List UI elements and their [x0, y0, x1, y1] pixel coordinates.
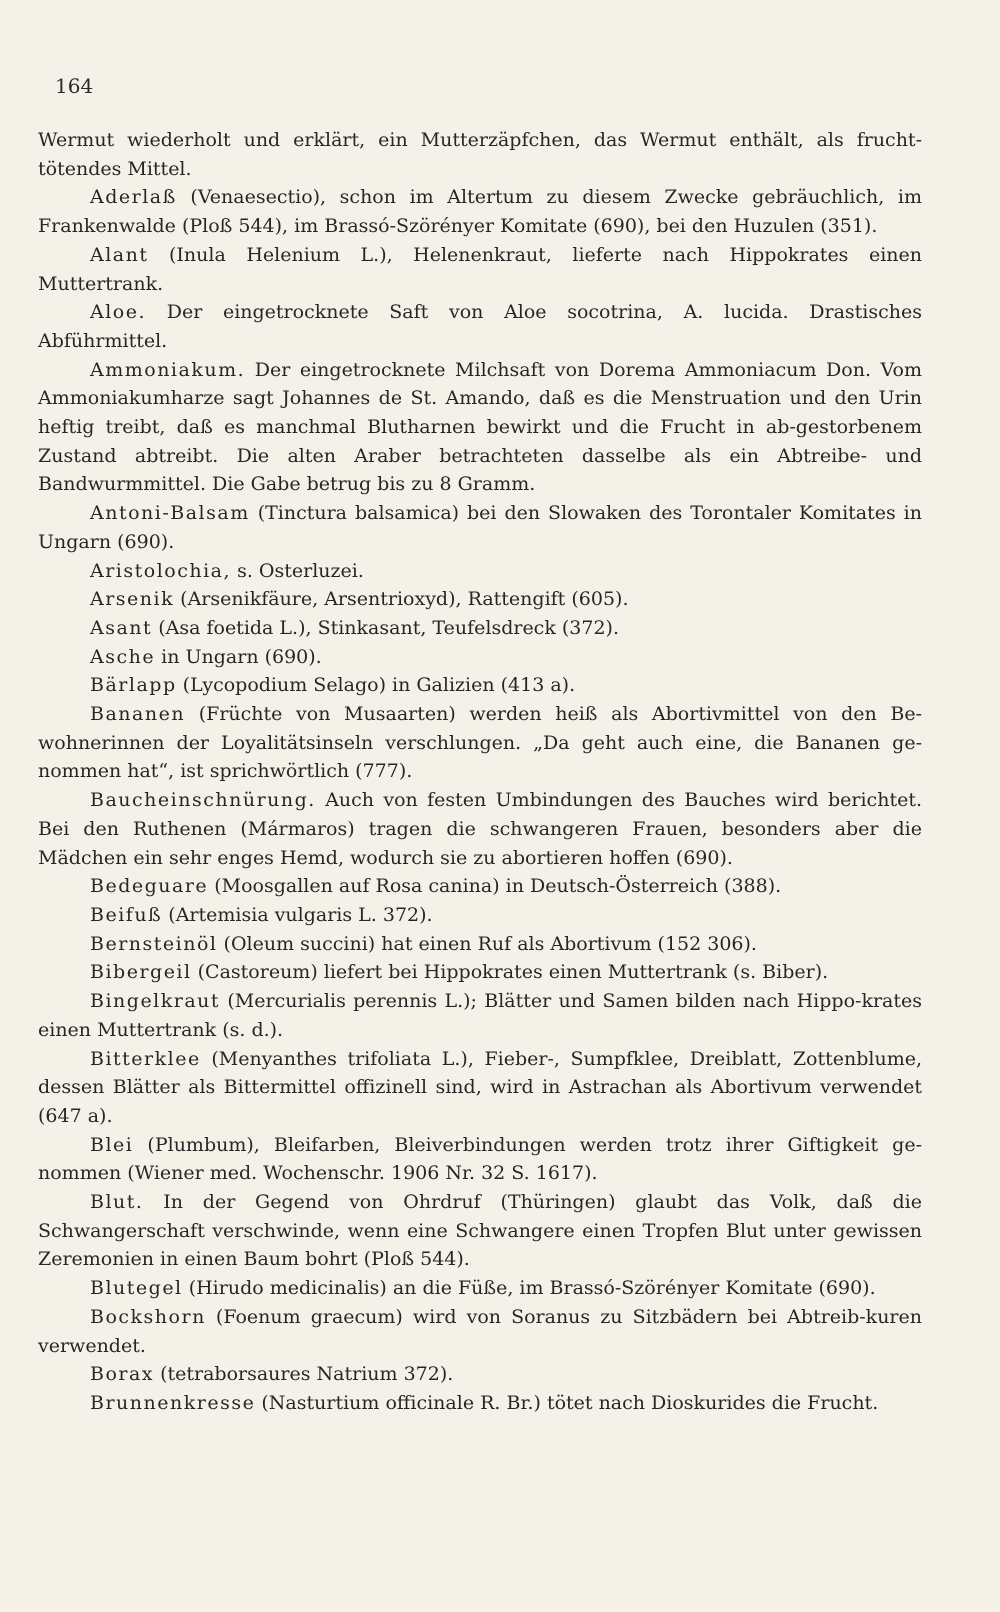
entry-headword: Bingelkraut: [90, 990, 221, 1013]
entry-headword: Asant: [90, 616, 153, 639]
entry-text: in Ungarn (690).: [161, 645, 322, 668]
entry-text: (Menyanthes trifoliata L.), Fieber-, Sumpfklee, Dreiblatt, Zottenblume, dessen Blätter als Bittermittel offizinell sind, wird in Astrachan als Abortivum verwendet (647 a).: [38, 1047, 922, 1127]
entry-text: (Hirudo medicinalis) an die Füße, im Brassó-Szörényer Komitate (690).: [188, 1277, 876, 1300]
dictionary-entry: [38, 1360, 922, 1389]
entry-text: (Lycopodium Selago) in Galizien (413 a).: [182, 674, 576, 697]
dictionary-entry: [38, 241, 922, 298]
entry-headword: Bernsteinöl: [90, 932, 218, 955]
dictionary-entry: [38, 987, 922, 1044]
dictionary-entry: [38, 585, 922, 614]
dictionary-entry: [38, 183, 922, 240]
entry-headword: Baucheinschnürung.: [90, 789, 316, 812]
entry-text: (Mercurialis perennis L.); Blätter und Samen bilden nach Hippo-krates einen Muttertrank (s. d.).: [38, 990, 922, 1041]
page-text: [38, 126, 922, 1418]
dictionary-entry: [38, 643, 922, 672]
dictionary-entry: [38, 958, 922, 987]
entry-headword: Alant: [90, 243, 149, 266]
dictionary-entry: [38, 499, 922, 556]
entry-text: (Artemisia vulgaris L. 372).: [168, 903, 433, 926]
entry-headword: Bitterklee: [90, 1047, 201, 1070]
entry-headword: Brunnenkresse: [90, 1391, 256, 1414]
dictionary-entry: [38, 557, 922, 586]
dictionary-entry: [38, 872, 922, 901]
entry-text: (Foenum graecum) wird von Soranus zu Sitzbädern bei Abtreib-kuren verwendet.: [38, 1305, 922, 1357]
entry-headword: Aloe.: [90, 301, 147, 324]
dictionary-entry: [38, 1274, 922, 1303]
entry-text: Der eingetrocknete Saft von Aloe socotrina, A. lucida. Drastisches Abführmittel.: [38, 301, 922, 352]
entry-headword: Antoni-Balsam: [90, 502, 250, 525]
entry-headword: Beifuß: [90, 903, 163, 926]
entry-text: (Moosgallen auf Rosa canina) in Deutsch-Österreich (388).: [214, 875, 782, 898]
entry-text: (Asa foetida L.), Stinkasant, Teufelsdreck (372).: [158, 616, 620, 639]
dictionary-entry: [38, 1389, 922, 1418]
entry-text: (Früchte von Musaarten) werden heiß als Abortivmittel von den Be-wohnerinnen der Loyalitätsinseln verschlungen. „Da geht auch eine, die Bananen ge-nommen hat“, ist sprichwörtlich (777).: [38, 703, 923, 783]
entry-headword: Bananen: [90, 703, 186, 726]
dictionary-entry: [38, 614, 922, 643]
entry-text: (Tinctura balsamica) bei den Slowaken des Torontaler Komitates in Ungarn (690).: [38, 502, 922, 553]
dictionary-entry: [38, 1303, 922, 1360]
entry-text: (Inula Helenium L.), Helenenkraut, lieferte nach Hippokrates einen Muttertrank.: [38, 243, 922, 295]
entry-headword: Bibergeil: [90, 961, 192, 984]
entry-headword: Arsenik: [90, 588, 175, 611]
entry-text: (Venaesectio), schon im Altertum zu diesem Zwecke gebräuchlich, im Frankenwalde (Ploß 544), im Brassó-Szörényer Komitate (690), bei den Huzulen (351).: [38, 186, 922, 238]
dictionary-entry: [38, 1131, 922, 1188]
entry-text: (Oleum succini) hat einen Ruf als Abortivum (152 306).: [223, 932, 757, 955]
entry-headword: Bärlapp: [90, 674, 177, 697]
entry-text: (tetraborsaures Natrium 372).: [160, 1363, 454, 1386]
entry-text: (Arsenikfäure, Arsentrioxyd), Rattengift (605).: [180, 588, 629, 611]
entry-headword: Blut.: [90, 1191, 144, 1214]
dictionary-entry: [38, 671, 922, 700]
dictionary-entry: [38, 901, 922, 930]
entry-text: (Nasturtium officinale R. Br.) tötet nach Dioskurides die Frucht.: [261, 1391, 879, 1414]
entry-text: s. Osterluzei.: [237, 559, 364, 582]
dictionary-entry: [38, 700, 922, 786]
entry-headword: Bockshorn: [90, 1305, 206, 1328]
entry-headword: Blei: [90, 1133, 134, 1156]
entry-text: Auch von festen Umbindungen des Bauches wird berichtet. Bei den Ruthenen (Mármaros) tragen die schwangeren Frauen, besonders aber die Mädchen ein sehr enges Hemd, wodurch sie zu abortieren hoffen (690).: [38, 789, 922, 869]
entry-headword: Aristolochia,: [90, 559, 232, 582]
dictionary-entry: [38, 1188, 922, 1274]
entry-text: In der Gegend von Ohrdruf (Thüringen) glaubt das Volk, daß die Schwangerschaft verschwinde, wenn eine Schwangere einen Tropfen Blut unter gewissen Zeremonien in einen Baum bohrt (Ploß 544).: [38, 1191, 922, 1271]
dictionary-entry: [38, 298, 922, 355]
entry-headword: Ammoniakum.: [90, 358, 246, 381]
dictionary-entry: [38, 126, 922, 183]
entry-text: (Castoreum) liefert bei Hippokrates einen Muttertrank (s. Biber).: [197, 961, 829, 984]
entry-headword: Asche: [90, 645, 156, 668]
entry-headword: Aderlaß: [90, 186, 177, 209]
dictionary-entry: [38, 1045, 922, 1131]
entry-text: (Plumbum), Bleifarben, Bleiverbindungen werden trotz ihrer Giftigkeit ge-nommen (Wiener med. Wochenschr. 1906 Nr. 32 S. 1617).: [38, 1133, 922, 1185]
dictionary-entry: [38, 930, 922, 959]
dictionary-entry: [38, 356, 922, 500]
entry-headword: Borax: [90, 1363, 155, 1386]
entry-headword: Blutegel: [90, 1277, 183, 1300]
entry-text: Der eingetrocknete Milchsaft von Dorema Ammoniacum Don. Vom Ammoniakumharze sagt Johannes de St. Amando, daß es die Menstruation und den Urin heftig treibt, daß es manchmal Blutharnen bewirkt und die Frucht in ab-gestorbenem Zustand abtreibt. Die alten Araber betrachteten dasselbe als ein Abtreibe- und Bandwurmmittel. Die Gabe betrug bis zu 8 Gramm.: [38, 358, 922, 496]
entry-headword: Bedeguare: [90, 875, 209, 898]
page-number: 164: [55, 74, 94, 98]
dictionary-entry: [38, 786, 922, 872]
entry-text: Wermut wiederholt und erklärt, ein Mutterzäpfchen, das Wermut enthält, als frucht-tötendes Mittel.: [38, 129, 922, 180]
